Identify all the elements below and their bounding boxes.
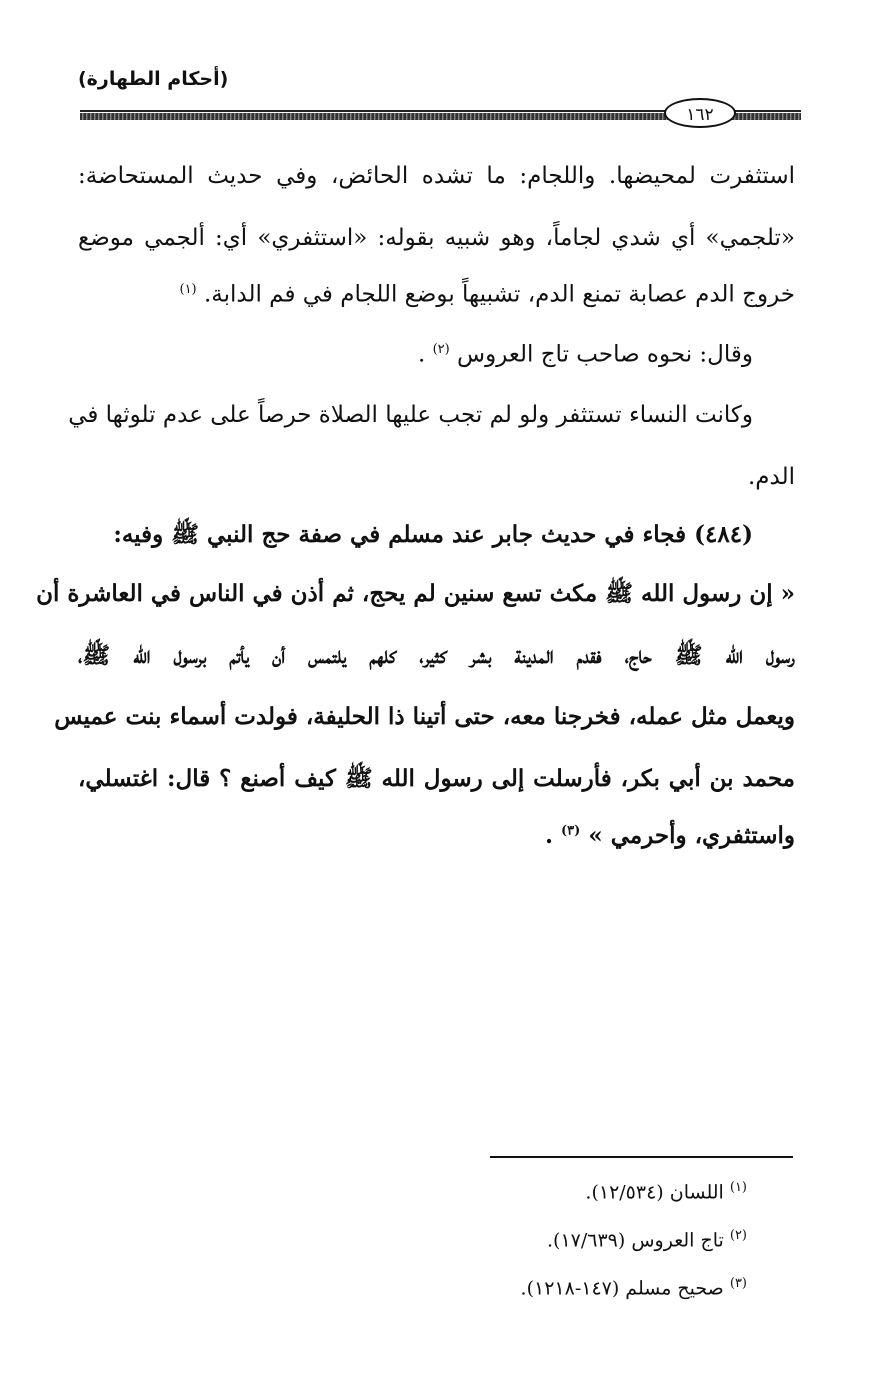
body-line — [78, 824, 795, 847]
body-line: «تلجمي» أي شدي لجاماً، وهو شبيه بقوله: «استثفري» أي: ألجمي موضع — [78, 225, 795, 251]
body-line — [78, 343, 753, 367]
footnote-ref: (٣) — [561, 823, 581, 839]
body-line: وكانت النساء تستثفر ولو لم تجب عليها الصلاة حرصاً على عدم تلوثها في — [68, 402, 753, 428]
body-line: استثفرت لمحيضها. واللجام: ما تشده الحائض، وفي حديث المستحاضة: — [78, 163, 795, 189]
footnote-text: اللسان (١٢/٥٣٤). — [585, 1181, 724, 1204]
footnote — [521, 1276, 747, 1299]
line-end: . — [417, 341, 426, 368]
body-line: ويعمل مثل عمله، فخرجنا معه، حتى أتينا ذا الحليفة، فولدت أسماء بنت عميس — [54, 703, 795, 730]
body-line: رسول الله ﷺ حاج، فقدم المدينة بشر كثير، كلهم يلتمس أن يأتم برسول الله ﷺ، — [78, 642, 795, 669]
line-text: وقال: نحوه صاحب تاج العروس — [457, 341, 753, 368]
line-text: خروج الدم عصابة تمنع الدم، تشبيهاً بوضع اللجام في فم الدابة. — [203, 281, 795, 308]
footnote-mark: (٣) — [729, 1276, 747, 1291]
section-heading: (٤٨٤) فجاء في حديث جابر عند مسلم في صفة حج النبي ﷺ وفيه: — [113, 521, 753, 548]
page-number: ١٦٢ — [664, 98, 736, 128]
footnote-ref: (٢) — [432, 342, 450, 357]
footnote-text: تاج العروس (١٧/٦٣٩). — [547, 1229, 724, 1252]
footnote-text: صحيح مسلم (١٤٧-١٢١٨). — [520, 1277, 724, 1300]
footnote — [585, 1180, 747, 1203]
body-line — [78, 283, 795, 307]
footnote-mark: (١) — [729, 1180, 747, 1195]
body-line: « إن رسول الله ﷺ مكث تسع سنين لم يحج، ثم أذن في الناس في العاشرة أن — [36, 580, 795, 607]
line-text: واستثفري، وأحرمي » — [588, 822, 795, 849]
line-end: . — [544, 822, 553, 849]
running-title: (أحكام الطهارة) — [78, 68, 229, 90]
footnote-divider — [490, 1156, 793, 1158]
footnote-mark: (٢) — [729, 1228, 747, 1243]
footnote — [547, 1228, 747, 1251]
footnote-ref: (١) — [179, 282, 197, 297]
body-line: الدم. — [747, 464, 795, 490]
body-line: محمد بن أبي بكر، فأرسلت إلى رسول الله ﷺ كيف أصنع ؟ قال: اغتسلي، — [78, 765, 795, 792]
